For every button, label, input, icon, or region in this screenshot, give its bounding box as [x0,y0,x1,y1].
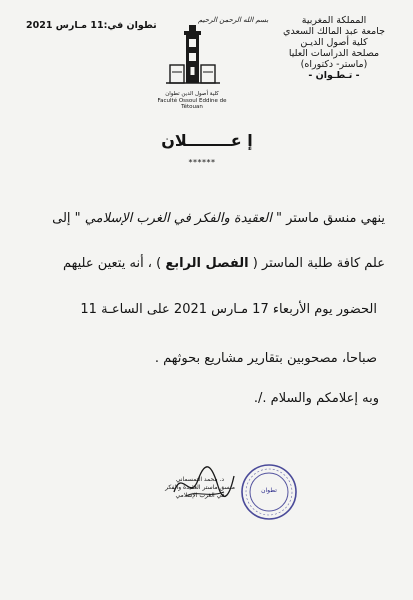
institution-line: كلية أصول الديـن [300,37,368,48]
body-line-2-before: علم كافة طلبة الماستر ( [248,256,385,271]
signatory-title-1: منسق ماستر العقيدة والفكر [165,484,235,491]
signatory-title-2: في الغرب الإسلامي [175,492,225,499]
program-name: العقيدة والفكر في الغرب الإسلامي [80,211,277,226]
body-line-1-after: " إلى [52,211,81,226]
institution-line: مصلحة الدراسات العليا [288,48,380,59]
body-line-1 [52,211,385,226]
logo-caption [152,91,232,111]
semester-name: الفصل الرابع [165,256,249,271]
body-line-3: الحضور يوم الأربعاء 17 مـارس 2021 على الساعـة 11 [80,302,377,317]
faculty-logo-icon [162,25,224,93]
body-line-1-before: ينهي منسق ماستر " [276,211,385,226]
institution-line: جامعة عبد المالك السعدي [283,26,385,37]
basmala: بسم الله الرحمن الرحيم [198,16,269,24]
signature-block [160,476,240,500]
announcement-title: إ عــــــــلان [161,131,253,150]
title-stars: ****** [188,158,216,167]
logo-caption-ar: كلية أصول الدين تطوان [165,91,219,97]
institution-line: - تـطـوان - [308,70,360,81]
institution-line: المملكة المغربية [301,15,367,26]
document-date: تطوان في:11 مـارس 2021 [26,20,157,31]
stamp-label: تطوان [261,487,277,494]
signatory-name: د. محمد التمسماني [175,476,225,483]
body-line-4: صباحا، مصحوبين بتقارير مشاريع بحوثهم . [154,351,377,366]
body-line-2 [63,256,385,271]
logo-caption-fr: Faculté Ossoul Eddine de Tétouan [157,97,227,110]
body-line-2-after: ) ، أنه يتعين عليهم [62,256,166,271]
body-line-5: وبه إعلامكم والسلام ./. [253,391,379,406]
institution-line: (ماستر- دكتوراه) [300,59,368,70]
institution-header [273,15,395,81]
